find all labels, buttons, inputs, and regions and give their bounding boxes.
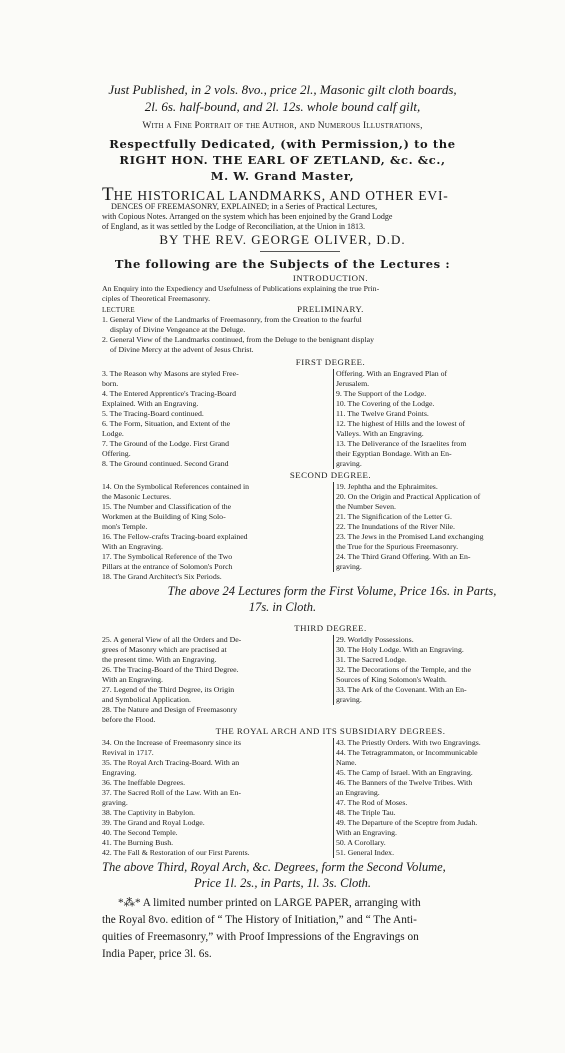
list-item: 31. The Sacred Lodge. — [336, 655, 407, 664]
list-item: 36. The Ineffable Degrees. — [102, 778, 186, 787]
preliminary-heading: PRELIMINARY. — [297, 304, 364, 314]
volume-2-line-2: Price 1l. 2s., in Parts, 1l. 3s. Cloth. — [193, 876, 372, 890]
list-item: 16. The Fellow-crafts Tracing-board explained — [102, 532, 248, 541]
list-item: Engraving. — [102, 768, 137, 777]
large-paper-line-1: *⁂* A limited number printed on LARGE PAPER, arranging with — [118, 897, 421, 909]
list-item: 11. The Twelve Grand Points. — [336, 409, 429, 418]
list-item: With an Engraving. — [336, 828, 397, 837]
list-item: 8. The Ground continued. Second Grand — [102, 459, 229, 468]
list-item: 50. A Corollary. — [336, 838, 386, 847]
divider — [260, 251, 340, 252]
large-paper-line-3: quities of Freemasonry,” with Proof Impressions of the Engravings on — [102, 931, 419, 943]
list-item: the Number Seven. — [336, 502, 396, 511]
list-item: Pillars at the entrance of Solomon's Porch — [102, 562, 233, 571]
first-degree-heading: FIRST DEGREE. — [295, 357, 366, 367]
list-item: graving. — [102, 798, 128, 807]
list-item: 9. The Support of the Lodge. — [336, 389, 427, 398]
list-item: and Symbolical Application. — [102, 695, 192, 704]
title-line-2: DENCES OF FREEMASONRY, EXPLAINED; in a Series of Practical Lectures, — [111, 202, 378, 211]
prelim-1a: 1. General View of the Landmarks of Freemasonry, from the Creation to the fearful — [102, 315, 362, 324]
author-line: BY THE REV. GEORGE OLIVER, D.D. — [159, 232, 406, 247]
list-item: graving. — [336, 459, 362, 468]
subjects-heading: The following are the Subjects of the Lectures : — [114, 257, 451, 271]
list-item: 38. The Captivity in Babylon. — [102, 808, 195, 817]
list-item: 27. Legend of the Third Degree, its Origin — [102, 685, 235, 694]
list-item: 40. The Second Temple. — [102, 828, 178, 837]
list-item: 7. The Ground of the Lodge. First Grand — [102, 439, 229, 448]
list-item: 10. The Covering of the Lodge. — [336, 399, 435, 408]
list-item: 42. The Fall & Restoration of our First Parents. — [102, 848, 250, 857]
list-item: 47. The Rod of Moses. — [336, 798, 408, 807]
list-item: 13. The Deliverance of the Israelites from — [336, 439, 467, 448]
price-line: 2l. 6s. half-bound, and 2l. 12s. whole bound calf gilt, — [144, 99, 421, 114]
published-line: Just Published, in 2 vols. 8vo., price 2l., Masonic gilt cloth boards, — [108, 82, 457, 97]
list-item: 17. The Symbolical Reference of the Two — [102, 552, 233, 561]
royal-arch-heading: THE ROYAL ARCH AND ITS SUBSIDIARY DEGREES. — [215, 726, 446, 736]
list-item: 32. The Decorations of the Temple, and the — [336, 665, 471, 674]
list-item: Explained. With an Engraving. — [102, 399, 199, 408]
list-item: 23. The Jews in the Promised Land exchanging — [336, 532, 484, 541]
volume-2-line-1: The above Third, Royal Arch, &c. Degrees, form the Second Volume, — [102, 860, 446, 874]
list-item: 35. The Royal Arch Tracing-Board. With an — [102, 758, 240, 767]
introduction-heading: INTRODUCTION. — [292, 273, 369, 283]
list-item: 39. The Grand and Royal Lodge. — [102, 818, 205, 827]
list-item: Name. — [336, 758, 357, 767]
list-item: Lodge. — [102, 429, 124, 438]
dedication-line-2: RIGHT HON. THE EARL OF ZETLAND, &c. &c., — [119, 153, 446, 167]
list-item: 19. Jephtha and the Ephraimites. — [336, 482, 438, 491]
list-item: Sources of King Solomon's Wealth. — [336, 675, 447, 684]
lecture-label: LECTURE — [102, 306, 135, 314]
volume-1-line-2: 17s. in Cloth. — [248, 600, 317, 614]
list-item: 24. The Third Grand Offering. With an En- — [336, 552, 471, 561]
list-item: 6. The Form, Situation, and Extent of the — [102, 419, 231, 428]
list-item: 34. On the Increase of Freemasonry since its — [102, 738, 242, 747]
list-item: 33. The Ark of the Covenant. With an En- — [336, 685, 467, 694]
list-item: Offering. — [102, 449, 131, 458]
list-item: 46. The Banners of the Twelve Tribes. With — [336, 778, 473, 787]
list-item: With an Engraving. — [102, 542, 163, 551]
list-item: 45. The Camp of Israel. With an Engraving. — [336, 768, 473, 777]
list-item: born. — [102, 379, 119, 388]
list-item: 25. A general View of all the Orders and De- — [102, 635, 242, 644]
title-drop-cap: T — [102, 184, 114, 205]
title-line-4: of England, as it was settled by the Lodge of Reconciliation, at the Union in 1813. — [102, 222, 366, 231]
second-degree-last-item: 18. The Grand Architect's Six Periods. — [102, 572, 222, 581]
list-item: 41. The Burning Bush. — [102, 838, 174, 847]
list-item: 49. The Departure of the Sceptre from Judah. — [336, 818, 478, 827]
second-degree-heading: SECOND DEGREE. — [289, 470, 372, 480]
list-item: 5. The Tracing-Board continued. — [102, 409, 204, 418]
list-item: 51. General Index. — [336, 848, 395, 857]
list-item: graving. — [336, 695, 362, 704]
list-item: 4. The Entered Apprentice's Tracing-Board — [102, 389, 236, 398]
dedication-line-3: M. W. Grand Master, — [210, 169, 355, 183]
third-degree-right-column — [333, 635, 562, 705]
list-item: 20. On the Origin and Practical Application of — [336, 492, 481, 501]
list-item: 14. On the Symbolical References contained in — [102, 482, 250, 491]
list-item: mon's Temple. — [102, 522, 148, 531]
second-degree-left-column — [102, 482, 327, 572]
large-paper-line-2: the Royal 8vo. edition of “ The History of Initiation,” and “ The Anti- — [102, 914, 417, 926]
list-item: grees of Masonry which are practised at — [102, 645, 227, 654]
royal-arch-right-column — [333, 738, 562, 858]
title-line-3: with Copious Notes. Arranged on the system which has been enjoined by the Grand Lodge — [102, 212, 393, 221]
large-paper-line-4: India Paper, price 3l. 6s. — [102, 948, 212, 960]
list-item: before the Flood. — [102, 715, 156, 724]
list-item: 44. The Tetragrammaton, or Incommunicable — [336, 748, 478, 757]
list-item: 12. The highest of Hills and the lowest of — [336, 419, 466, 428]
list-item: 43. The Priestly Orders. With two Engravings. — [336, 738, 481, 747]
list-item: 21. The Signification of the Letter G. — [336, 512, 452, 521]
second-degree-right-column — [333, 482, 562, 572]
list-item: an Engraving. — [336, 788, 380, 797]
intro-line-1: An Enquiry into the Expediency and Usefulness of Publications explaining the true Prin- — [102, 284, 380, 293]
list-item: Offering. With an Engraved Plan of — [336, 369, 448, 378]
list-item: the Masonic Lectures. — [102, 492, 172, 501]
list-item: Valleys. With an Engraving. — [336, 429, 424, 438]
list-item: 26. The Tracing-Board of the Third Degree. — [102, 665, 239, 674]
list-item: With an Engraving. — [102, 675, 163, 684]
list-item: Jerusalem. — [336, 379, 370, 388]
list-item: Workmen at the Building of King Solo- — [102, 512, 226, 521]
volume-1-line-1: The above 24 Lectures form the First Volume, Price 16s. in Parts, — [167, 584, 497, 598]
intro-line-2: ciples of Theoretical Freemasonry. — [102, 294, 211, 303]
list-item: 30. The Holy Lodge. With an Engraving. — [336, 645, 464, 654]
list-item: their Egyptian Bondage. With an En- — [336, 449, 452, 458]
dedication-line-1: Respectfully Dedicated, (with Permission,) to the — [109, 137, 456, 151]
list-item: 29. Worldly Possessions. — [336, 635, 414, 644]
portrait-line: With a Fine Portrait of the Author, and Numerous Illustrations, — [142, 121, 423, 131]
list-item: Revival in 1717. — [102, 748, 154, 757]
first-degree-right-column — [333, 369, 562, 469]
list-item: 22. The Inundations of the River Nile. — [336, 522, 455, 531]
list-item: the True for the Spurious Freemasonry. — [336, 542, 459, 551]
list-item: graving. — [336, 562, 362, 571]
first-degree-left-column — [102, 369, 327, 469]
list-item: 28. The Nature and Design of Freemasonry — [102, 705, 238, 714]
list-item: 15. The Number and Classification of the — [102, 502, 232, 511]
royal-arch-left-column — [102, 738, 327, 858]
list-item: 48. The Triple Tau. — [336, 808, 396, 817]
title-main: HE HISTORICAL LANDMARKS, AND OTHER EVI- — [113, 188, 449, 203]
third-degree-left-column — [102, 635, 327, 725]
prelim-2a: 2. General View of the Landmarks continued, from the Deluge to the benignant display — [102, 335, 374, 344]
list-item: 3. The Reason why Masons are styled Free- — [102, 369, 239, 378]
list-item: 37. The Sacred Roll of the Law. With an En- — [102, 788, 241, 797]
prelim-2b: of Divine Mercy at the advent of Jesus Christ. — [110, 345, 254, 354]
prelim-1b: display of Divine Vengeance at the Deluge. — [110, 325, 246, 334]
third-degree-heading: THIRD DEGREE. — [294, 623, 367, 633]
list-item: the present time. With an Engraving. — [102, 655, 217, 664]
